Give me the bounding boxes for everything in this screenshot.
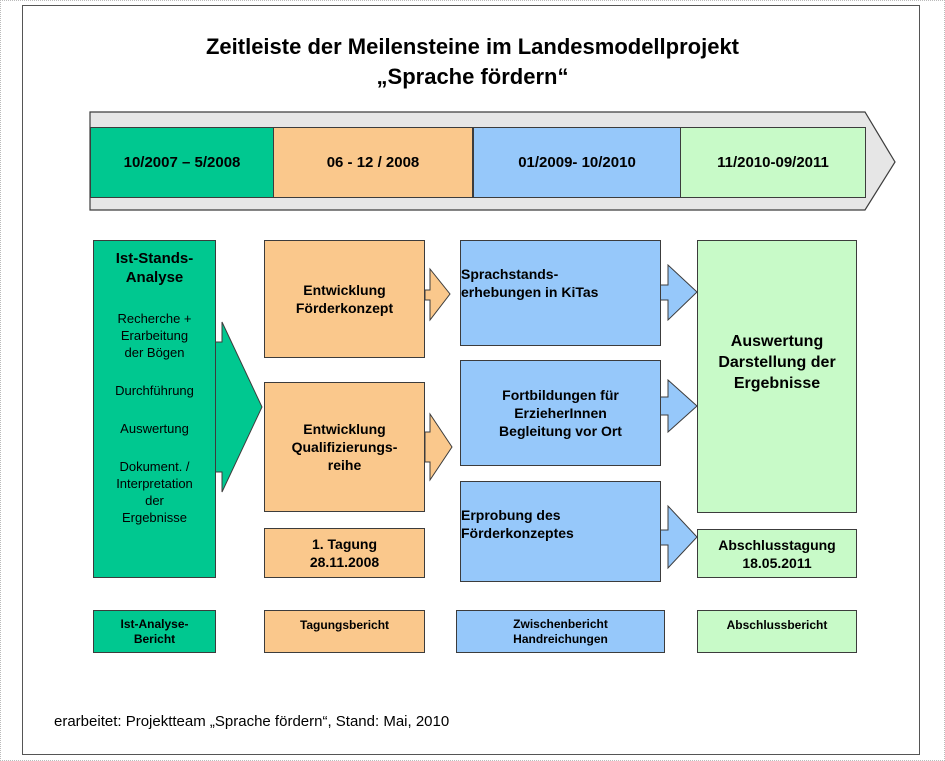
results-line: Ergebnisse xyxy=(733,375,821,392)
analysis-item: Ergebnisse xyxy=(121,510,188,525)
timeline-segment-2: 06 - 12 / 2008 xyxy=(273,127,473,198)
results-line: Darstellung der xyxy=(718,354,836,371)
trial-line: Förderkonzeptes xyxy=(461,525,574,541)
trial-line: Erprobung des xyxy=(461,507,561,523)
report-line: Ist-Analyse- xyxy=(120,616,189,631)
results-line: Auswertung xyxy=(730,333,824,350)
diagram-title-line2: „Sprache fördern“ xyxy=(376,64,569,89)
concept-line: Förderkonzept xyxy=(295,300,394,316)
timeline-segment-3: 01/2009- 10/2010 xyxy=(473,127,681,198)
concept-line: Entwicklung xyxy=(303,282,386,298)
report-line: Zwischenbericht xyxy=(513,616,608,631)
analysis-heading-line1: Ist-Stands- xyxy=(115,250,194,267)
analysis-item: Durchführung xyxy=(115,383,194,398)
footer-credit: erarbeitet: Projektteam „Sprache fördern“, Stand: Mai, 2010 xyxy=(54,713,450,730)
first-meeting-line: 1. Tagung xyxy=(311,536,378,552)
analysis-item: Erarbeitung xyxy=(120,328,189,343)
analysis-item: der xyxy=(145,493,164,508)
training-box xyxy=(460,360,661,466)
first-meeting-line: 28.11.2008 xyxy=(309,554,380,570)
survey-arrow xyxy=(660,265,697,320)
training-line: Begleitung vor Ort xyxy=(499,423,622,439)
analysis-arrow xyxy=(215,322,262,492)
training-arrow xyxy=(660,380,697,432)
survey-line: Sprachstands- xyxy=(461,266,559,282)
final-meeting-line: 18.05.2011 xyxy=(742,554,812,571)
training-line: ErzieherInnen xyxy=(514,405,607,421)
final-meeting-line: Abschlusstagung xyxy=(718,536,836,553)
trial-arrow xyxy=(660,506,697,568)
first-meeting-box xyxy=(264,528,425,578)
analysis-item: Interpretation xyxy=(116,476,193,491)
survey-box xyxy=(460,240,661,346)
timeline-segment-4: 11/2010-09/2011 xyxy=(680,127,866,198)
analysis-item: Recherche + xyxy=(117,311,192,326)
qualification-line: Qualifizierungs- xyxy=(291,439,398,455)
qualification-arrow xyxy=(425,414,452,480)
qualification-line: reihe xyxy=(327,457,362,473)
timeline-segment-1: 10/2007 – 5/2008 xyxy=(90,127,274,198)
report-line: Handreichungen xyxy=(513,631,608,646)
report-box-final: Abschlussbericht xyxy=(697,610,857,653)
qualification-line: Entwicklung xyxy=(303,421,386,437)
training-line: Fortbildungen für xyxy=(502,387,619,403)
analysis-box xyxy=(93,240,216,578)
survey-line: erhebungen in KiTas xyxy=(461,284,599,300)
qualification-box xyxy=(264,382,425,512)
report-line: Bericht xyxy=(133,631,176,646)
analysis-heading-line2: Analyse xyxy=(125,269,184,286)
concept-box xyxy=(264,240,425,358)
analysis-item: Auswertung xyxy=(120,421,189,436)
diagram-title-line1: Zeitleiste der Meilensteine im Landesmodellprojekt xyxy=(205,34,740,59)
trial-box xyxy=(460,481,661,582)
results-box xyxy=(697,240,857,513)
final-meeting-box xyxy=(697,529,857,578)
report-box-interim xyxy=(456,610,665,653)
analysis-item: der Bögen xyxy=(124,345,185,360)
concept-arrow xyxy=(425,269,450,320)
analysis-item: Dokument. / xyxy=(119,459,190,474)
report-box-analysis xyxy=(93,610,216,653)
report-box-meeting: Tagungsbericht xyxy=(264,610,425,653)
